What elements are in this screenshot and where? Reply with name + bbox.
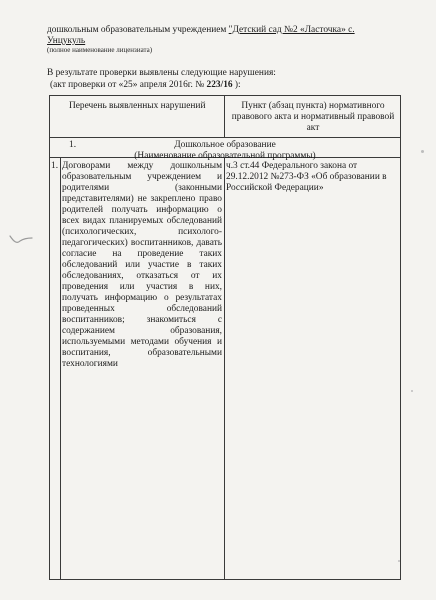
table-rule-col-split-header bbox=[224, 95, 225, 137]
licensee-prefix: дошкольным образовательным учреждением bbox=[47, 25, 227, 35]
row-number: 1. bbox=[51, 161, 59, 171]
licensee-caption: (полное наименование лицензиата) bbox=[47, 46, 153, 54]
licensee-place: Унцукуль bbox=[47, 36, 86, 46]
act-suffix: ): bbox=[234, 80, 241, 90]
table-rule-right bbox=[400, 95, 401, 580]
scan-speck bbox=[411, 390, 413, 392]
section-number: 1. bbox=[69, 140, 77, 150]
table-rule-left bbox=[49, 95, 50, 580]
section-title: Дошкольное образование bbox=[174, 140, 276, 150]
table-rule-top bbox=[49, 95, 401, 96]
table-rule-header-bottom bbox=[49, 137, 401, 138]
table-rule-col-split-body bbox=[224, 157, 225, 580]
violations-table bbox=[49, 95, 401, 580]
act-prefix: (акт проверки от «25» апреля 2016г. № bbox=[50, 80, 205, 90]
inspection-act-line bbox=[50, 80, 241, 90]
scan-speck bbox=[421, 150, 424, 153]
violation-text: Договорами между дошкольным образовательным учреждением и родителями (законными представителями) не закреплено право родителей получать информацию о всех видах планируемых обследований (психологических, психолого-педагогических) воспитанников, давать согласие на проведение таких обследований или участие в таких обследованиях, отказаться от их проведения или участия в них, получать информацию о результатах проведенных обследований воспитанников; знакомиться с содержанием образования, используемыми методами обучения и воспитания, образовательными технологиями bbox=[62, 161, 222, 369]
licensee-org-name: "Детский сад №2 «Ласточка» с. bbox=[228, 25, 355, 35]
result-intro: В результате проверки выявлены следующие нарушения: bbox=[47, 68, 276, 78]
column-header-norm: Пункт (абзац пункта) нормативного правового акта и нормативный правовой акт bbox=[231, 101, 395, 133]
norm-reference: ч.3 ст.44 Федерального закона от 29.12.2012 №273-ФЗ «Об образовании в Российской Федерации» bbox=[226, 161, 387, 193]
column-header-violations: Перечень выявленных нарушений bbox=[69, 101, 206, 111]
handwritten-check-mark bbox=[8, 232, 34, 246]
scan-speck bbox=[398, 560, 400, 562]
table-rule-number-col bbox=[60, 157, 61, 580]
licensee-name bbox=[47, 25, 407, 47]
act-number: 223/16 bbox=[206, 80, 233, 90]
table-rule-bottom bbox=[49, 579, 401, 580]
section-subtitle: (Наименование образовательной программы) bbox=[134, 151, 316, 161]
